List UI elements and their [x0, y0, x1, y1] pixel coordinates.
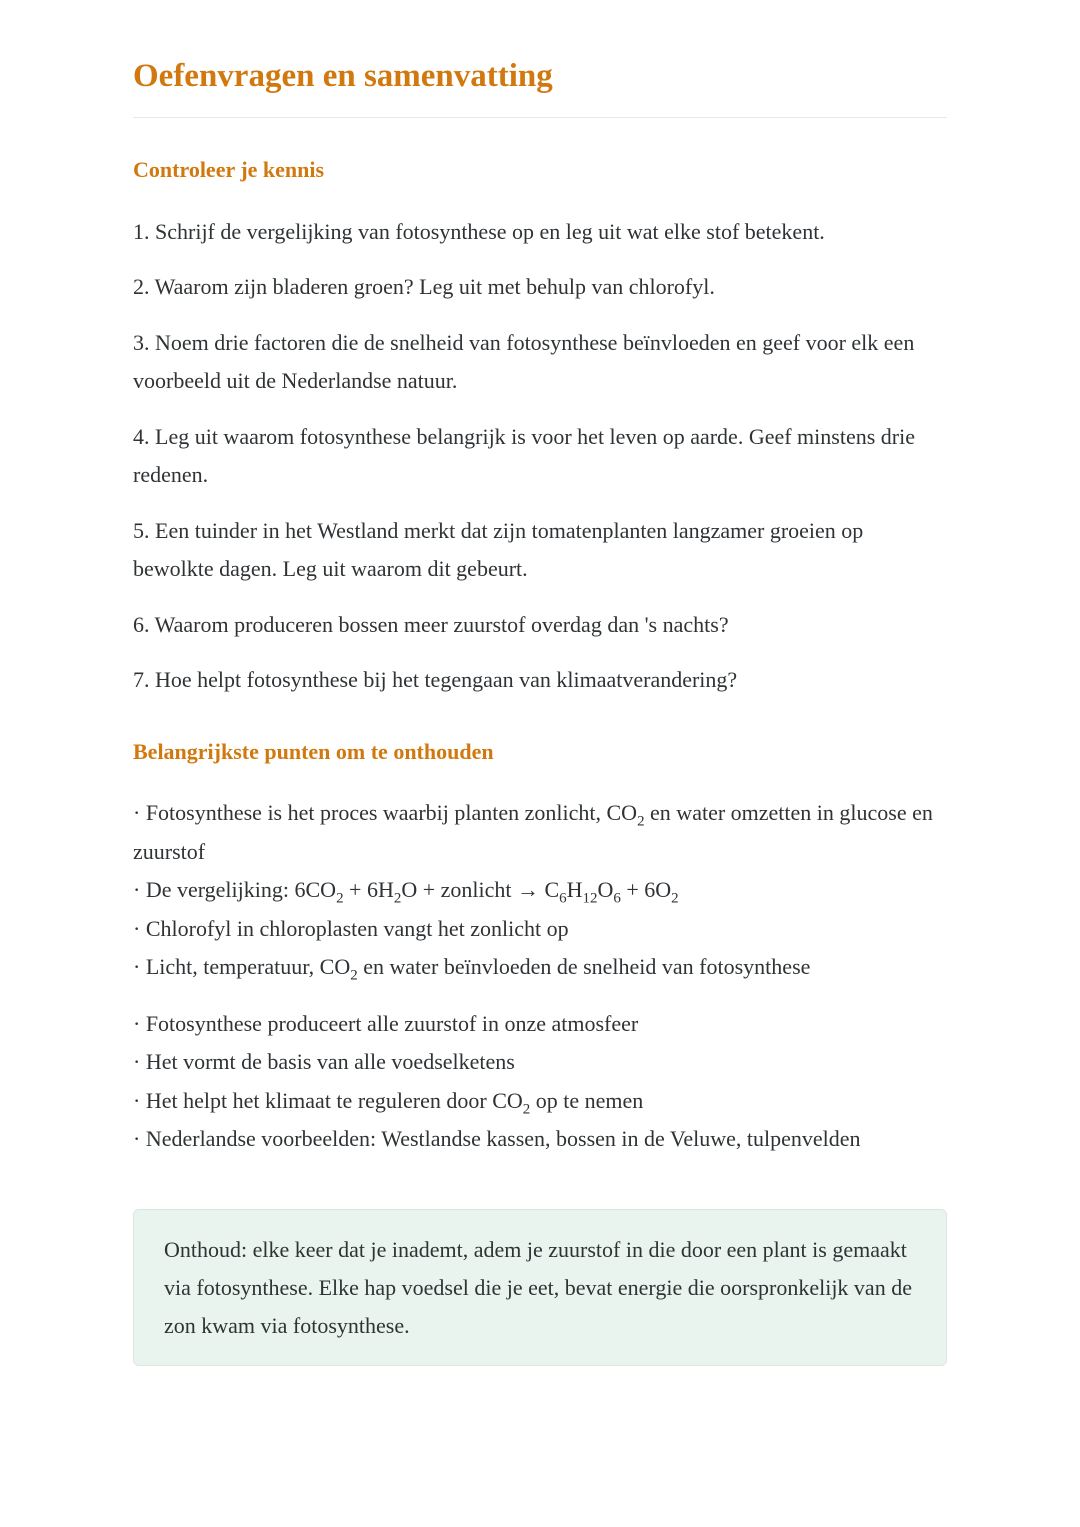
bullet-group — [133, 1005, 947, 1159]
bullet-item: · Nederlandse voorbeelden: Westlandse kassen, bossen in de Veluwe, tulpenvelden — [133, 1126, 861, 1152]
question-item: 5. Een tuinder in het Westland merkt dat zijn tomatenplanten langzamer groeien op bewolkte dagen. Leg uit waarom dit gebeurt. — [133, 517, 864, 582]
callout-text: Onthoud: elke keer dat je inademt, adem je zuurstof in die door een plant is gemaakt via fotosynthese. Elke hap voedsel die je eet, bevat energie die oorspronkelijk van de zon kwam via fotosynthese. — [164, 1236, 912, 1338]
bullet-group — [133, 794, 947, 987]
question-item: 6. Waarom produceren bossen meer zuurstof overdag dan 's nachts? — [133, 611, 729, 637]
bullet-item: · Het vormt de basis van alle voedselketens — [133, 1049, 515, 1075]
summary-bullets — [133, 794, 947, 1159]
bullet-item: · Chlorofyl in chloroplasten vangt het zonlicht op — [133, 915, 569, 941]
title-divider — [133, 117, 947, 118]
bullet-item: · Licht, temperatuur, $CO_2$ en water beïnvloeden de snelheid van fotosynthese — [133, 954, 811, 984]
question-item: 3. Noem drie factoren die de snelheid van fotosynthese beïnvloeden en geef voor elk een voorbeeld uit de Nederlandse natuur. — [133, 329, 915, 394]
section-heading-summary: Belangrijkste punten om te onthouden — [133, 738, 494, 764]
bullet-item: · Fotosynthese is het proces waarbij planten zonlicht, $CO_2$ en water omzetten in glucose en zuurstof — [133, 800, 933, 864]
bullet-item: · Het helpt het klimaat te reguleren door $CO_2$ op te nemen — [133, 1087, 644, 1118]
questions-list — [133, 213, 947, 700]
callout-box — [133, 1209, 947, 1366]
question-item: 2. Waarom zijn bladeren groen? Leg uit met behulp van chlorofyl. — [133, 274, 715, 300]
question-item: 7. Hoe helpt fotosynthese bij het tegengaan van klimaatverandering? — [133, 667, 738, 693]
page-title: Oefenvragen en samenvatting — [133, 58, 553, 94]
document-page — [133, 0, 947, 1426]
question-item: 1. Schrijf de vergelijking van fotosynthese op en leg uit wat elke stof betekent. — [133, 218, 825, 244]
section-heading-questions: Controleer je kennis — [133, 157, 325, 183]
bullet-item: · Fotosynthese produceert alle zuurstof in onze atmosfeer — [133, 1010, 639, 1036]
question-item: 4. Leg uit waarom fotosynthese belangrijk is voor het leven op aarde. Geef minstens drie redenen. — [133, 423, 915, 488]
bullet-item: · De vergelijking: $6CO_2 + 6H_2O$ + zonlicht → $C_6H_{12}O_6 + 6O_2$ — [133, 877, 679, 907]
